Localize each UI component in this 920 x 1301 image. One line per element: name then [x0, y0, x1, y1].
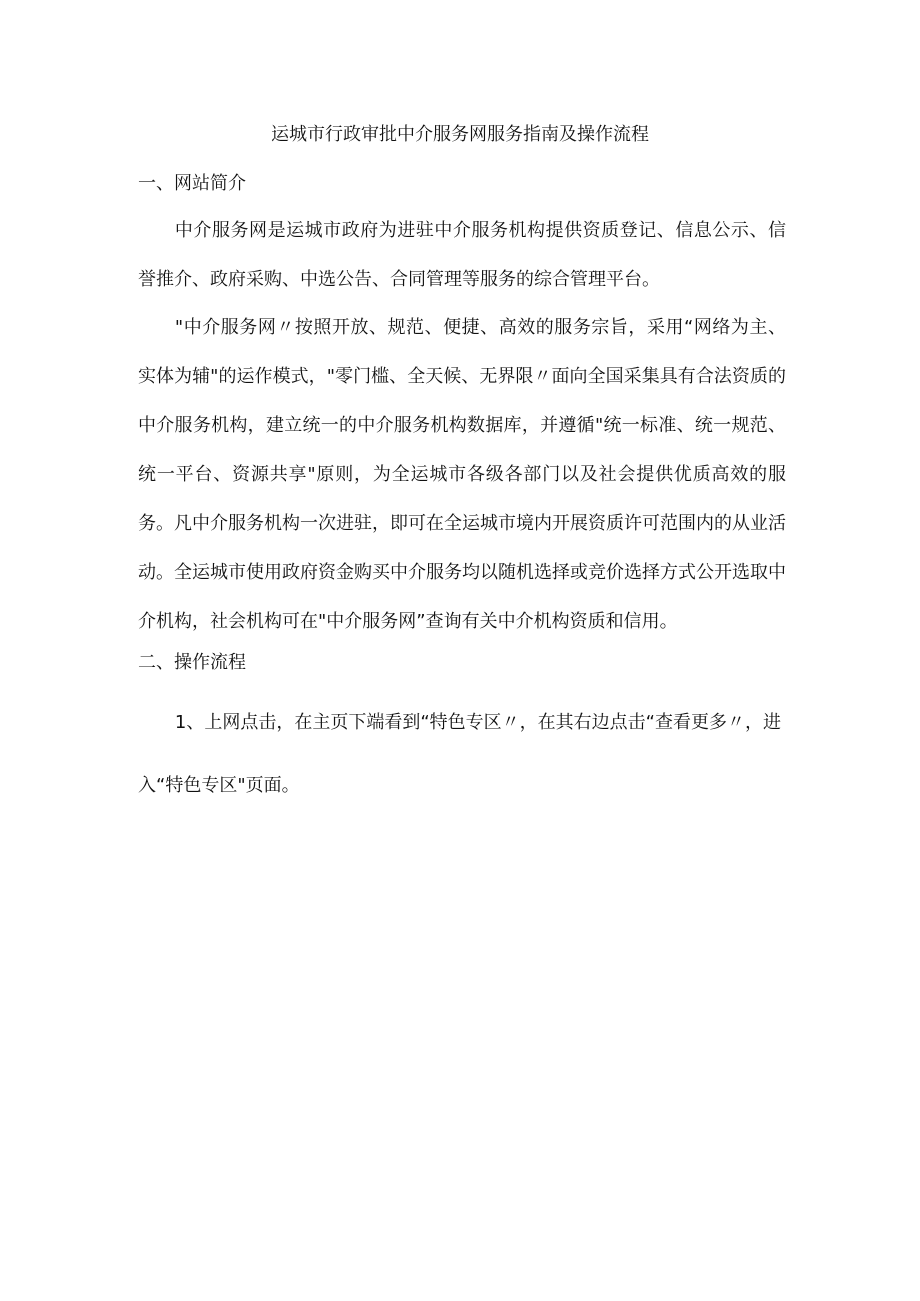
document-title: 运城市行政审批中介服务网服务指南及操作流程 [271, 124, 649, 145]
step-item-1: 1、上网点击，在主页下端看到“特色专区〃，在其右边点击“查看更多〃，进入“特色专区"页面。 [138, 712, 781, 796]
paragraph-intro-1: 中介服务网是运城市政府为进驻中介服务机构提供资质登记、信息公示、信誉推介、政府采购、中选公告、合同管理等服务的综合管理平台。 [138, 220, 786, 290]
section-heading-website-intro: 一、网站简介 [138, 173, 246, 194]
paragraph-intro-2: "中介服务网〃按照开放、规范、便捷、高效的服务宗旨，采用“网络为主、实体为辅"的运作模式，"零门槛、全天候、无界限〃面向全国采集具有合法资质的中介服务机构，建立统一的中介服务机构数据库，并遵循"统一标准、统一规范、统一平台、资源共享"原则，为全运城市各级各部门以及社会提供优质高效的服务。凡中介服务机构一次进驻，即可在全运城市境内开展资质许可范围内的从业活动。全运城市使用政府资金购买中介服务均以随机选择或竞价选择方式公开选取中介机构，社会机构可在"中介服务网”查询有关中介机构资质和信用。 [138, 317, 786, 632]
section-heading-operation-process: 二、操作流程 [138, 652, 246, 673]
